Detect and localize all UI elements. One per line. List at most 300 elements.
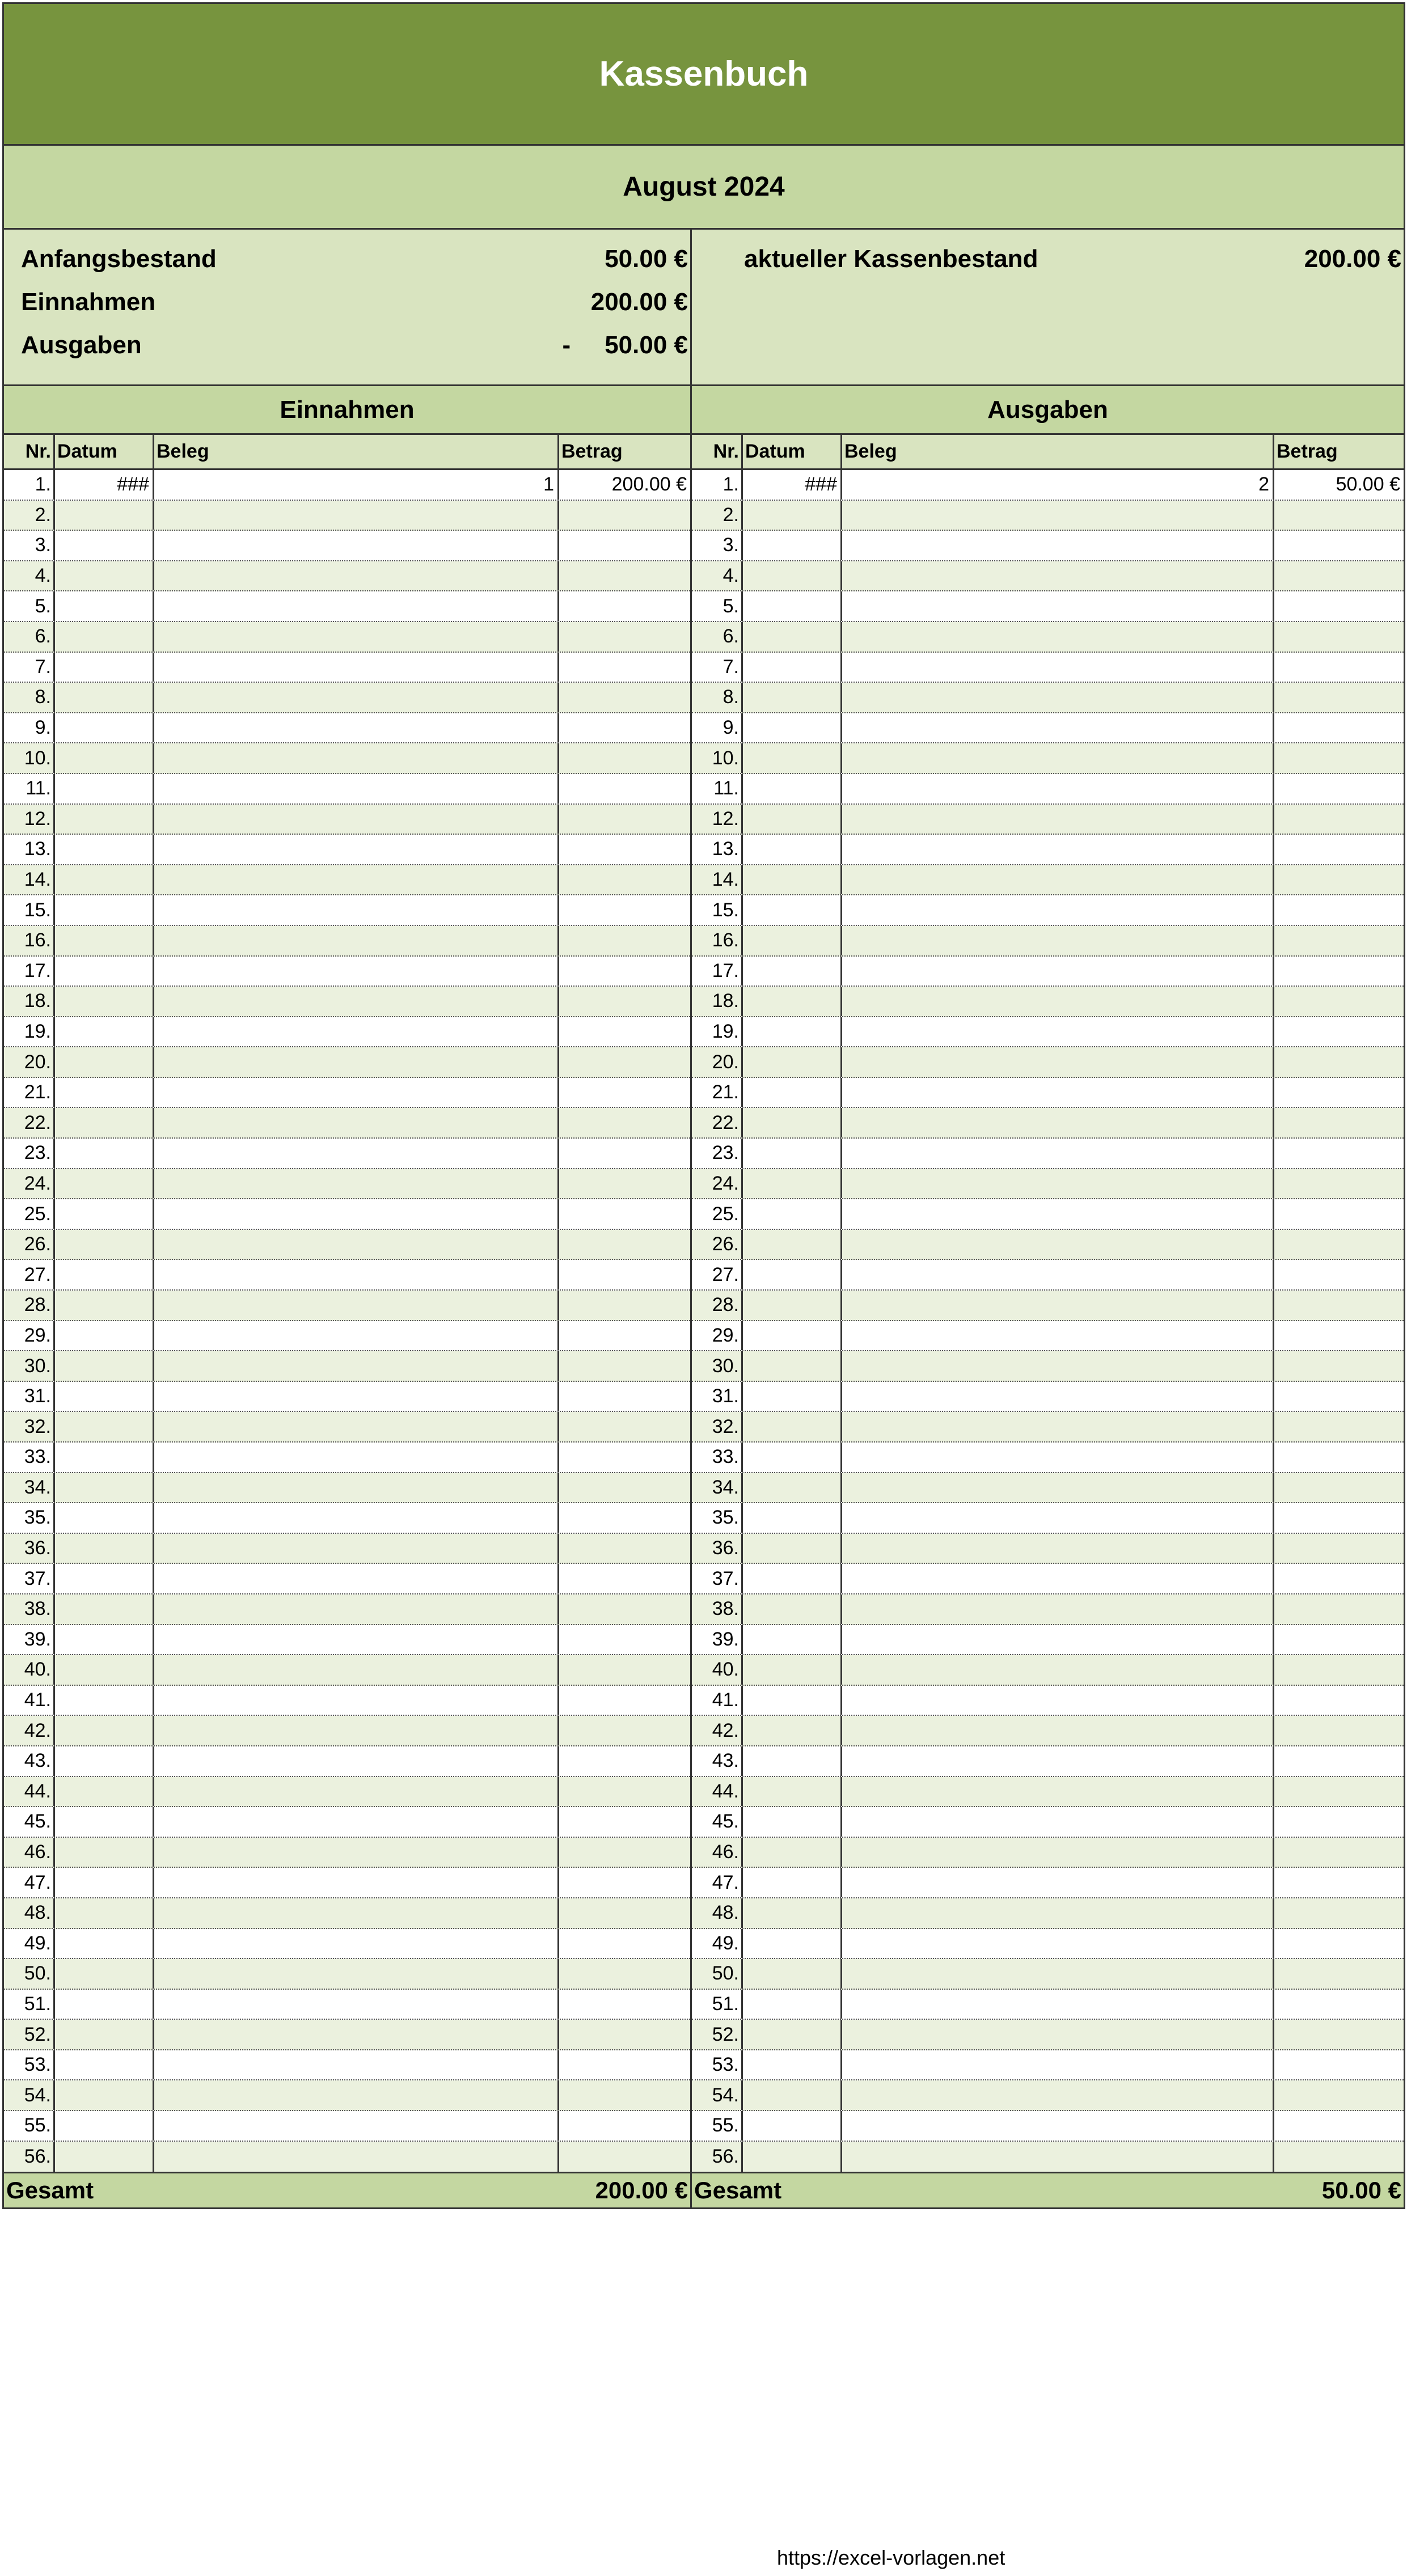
beleg-cell[interactable] [154,835,559,864]
betrag-cell[interactable] [559,1898,690,1928]
betrag-cell[interactable] [1274,926,1404,955]
betrag-cell[interactable] [1274,2050,1404,2080]
datum-cell[interactable] [743,1351,842,1381]
datum-cell[interactable] [743,1838,842,1867]
beleg-cell[interactable] [154,1260,559,1289]
datum-cell[interactable] [743,1990,842,2019]
datum-cell[interactable] [55,865,154,895]
datum-cell[interactable] [743,835,842,864]
datum-cell[interactable] [743,895,842,925]
betrag-cell[interactable] [559,1777,690,1807]
datum-cell[interactable] [743,987,842,1016]
betrag-cell[interactable] [559,683,690,712]
betrag-cell[interactable] [1274,743,1404,773]
beleg-cell[interactable] [154,1807,559,1837]
beleg-cell[interactable] [154,987,559,1016]
betrag-cell[interactable] [559,561,690,591]
betrag-cell[interactable] [559,2142,690,2172]
datum-cell[interactable] [55,2020,154,2049]
beleg-cell[interactable] [842,1777,1274,1807]
datum-cell[interactable] [743,622,842,652]
datum-cell[interactable] [743,1321,842,1351]
beleg-cell[interactable] [842,591,1274,621]
beleg-cell[interactable] [154,2050,559,2080]
datum-cell[interactable] [55,2080,154,2110]
datum-cell[interactable] [743,805,842,834]
beleg-cell[interactable] [154,1534,559,1563]
betrag-cell[interactable] [1274,1929,1404,1959]
datum-cell[interactable] [55,1230,154,1259]
datum-cell[interactable] [743,683,842,712]
datum-cell[interactable] [743,1108,842,1137]
betrag-cell[interactable] [559,2080,690,2110]
beleg-cell[interactable] [154,622,559,652]
betrag-cell[interactable] [559,1625,690,1655]
beleg-cell[interactable] [842,743,1274,773]
datum-cell[interactable] [743,1260,842,1289]
datum-cell[interactable] [55,1898,154,1928]
betrag-cell[interactable] [559,957,690,986]
datum-cell[interactable] [743,957,842,986]
datum-cell[interactable] [55,774,154,803]
datum-cell[interactable] [743,2142,842,2172]
beleg-cell[interactable] [154,805,559,834]
datum-cell[interactable]: ### [743,470,842,500]
betrag-cell[interactable] [1274,835,1404,864]
beleg-cell[interactable] [154,1230,559,1259]
datum-cell[interactable] [743,1746,842,1776]
beleg-cell[interactable] [154,531,559,560]
beleg-cell[interactable] [154,926,559,955]
datum-cell[interactable] [743,1594,842,1624]
betrag-cell[interactable] [1274,2142,1404,2172]
datum-cell[interactable] [743,1503,842,1533]
beleg-cell[interactable] [154,1990,559,2019]
betrag-cell[interactable] [1274,1838,1404,1867]
datum-cell[interactable] [55,683,154,712]
beleg-cell[interactable] [842,1716,1274,1745]
datum-cell[interactable] [55,1199,154,1229]
beleg-cell[interactable] [842,1169,1274,1199]
datum-cell[interactable] [743,561,842,591]
beleg-cell[interactable] [154,1382,559,1411]
datum-cell[interactable] [743,1868,842,1897]
betrag-cell[interactable] [1274,531,1404,560]
betrag-cell[interactable] [559,1108,690,1137]
beleg-cell[interactable] [154,1898,559,1928]
betrag-cell[interactable] [1274,622,1404,652]
betrag-cell[interactable] [559,835,690,864]
datum-cell[interactable] [55,713,154,743]
beleg-cell[interactable] [154,1291,559,1320]
datum-cell[interactable] [743,1534,842,1563]
beleg-cell[interactable] [154,1139,559,1168]
beleg-cell[interactable] [842,1108,1274,1137]
beleg-cell[interactable] [842,1929,1274,1959]
beleg-cell[interactable] [842,1230,1274,1259]
datum-cell[interactable] [743,1291,842,1320]
beleg-cell[interactable] [154,1655,559,1685]
beleg-cell[interactable] [154,2020,559,2049]
datum-cell[interactable] [743,1686,842,1715]
datum-cell[interactable] [55,1534,154,1563]
datum-cell[interactable] [55,1473,154,1503]
datum-cell[interactable] [55,1412,154,1441]
datum-cell[interactable] [743,1017,842,1047]
betrag-cell[interactable] [559,1807,690,1837]
datum-cell[interactable] [743,1777,842,1807]
beleg-cell[interactable]: 2 [842,470,1274,500]
beleg-cell[interactable] [842,501,1274,530]
betrag-cell[interactable] [1274,1503,1404,1533]
betrag-cell[interactable] [1274,774,1404,803]
betrag-cell[interactable] [1274,1199,1404,1229]
datum-cell[interactable] [743,2111,842,2141]
datum-cell[interactable] [743,591,842,621]
datum-cell[interactable] [55,2142,154,2172]
betrag-cell[interactable] [1274,1291,1404,1320]
betrag-cell[interactable] [1274,713,1404,743]
betrag-cell[interactable] [559,591,690,621]
datum-cell[interactable] [743,2020,842,2049]
betrag-cell[interactable] [1274,957,1404,986]
datum-cell[interactable] [55,1959,154,1989]
beleg-cell[interactable] [842,774,1274,803]
beleg-cell[interactable] [842,683,1274,712]
datum-cell[interactable] [55,1807,154,1837]
datum-cell[interactable] [55,1139,154,1168]
beleg-cell[interactable] [154,774,559,803]
datum-cell[interactable] [55,1503,154,1533]
betrag-cell[interactable] [1274,1260,1404,1289]
datum-cell[interactable] [743,926,842,955]
beleg-cell[interactable] [842,1503,1274,1533]
datum-cell[interactable] [743,1929,842,1959]
beleg-cell[interactable] [154,2080,559,2110]
datum-cell[interactable] [743,531,842,560]
datum-cell[interactable] [743,865,842,895]
beleg-cell[interactable] [842,957,1274,986]
beleg-cell[interactable] [842,561,1274,591]
betrag-cell[interactable] [559,1594,690,1624]
datum-cell[interactable] [55,1291,154,1320]
datum-cell[interactable] [55,1078,154,1107]
betrag-cell[interactable] [559,1017,690,1047]
datum-cell[interactable] [55,2111,154,2141]
datum-cell[interactable] [55,1777,154,1807]
betrag-cell[interactable] [1274,1078,1404,1107]
betrag-cell[interactable] [559,1990,690,2019]
beleg-cell[interactable] [842,622,1274,652]
betrag-cell[interactable] [1274,1047,1404,1077]
beleg-cell[interactable] [154,561,559,591]
betrag-cell[interactable] [559,1078,690,1107]
betrag-cell[interactable] [559,895,690,925]
datum-cell[interactable] [55,743,154,773]
datum-cell[interactable] [55,501,154,530]
betrag-cell[interactable] [559,987,690,1016]
datum-cell[interactable] [743,1047,842,1077]
beleg-cell[interactable] [842,1655,1274,1685]
datum-cell[interactable] [55,1108,154,1137]
beleg-cell[interactable] [154,743,559,773]
beleg-cell[interactable] [154,1746,559,1776]
betrag-cell[interactable] [1274,1534,1404,1563]
betrag-cell[interactable] [1274,1473,1404,1503]
betrag-cell[interactable] [559,2050,690,2080]
beleg-cell[interactable] [842,926,1274,955]
beleg-cell[interactable] [842,1291,1274,1320]
footer-url[interactable]: https://excel-vorlagen.net [777,2546,1005,2569]
datum-cell[interactable] [55,1686,154,1715]
beleg-cell[interactable] [154,1351,559,1381]
beleg-cell[interactable] [154,1321,559,1351]
betrag-cell[interactable] [559,865,690,895]
betrag-cell[interactable] [559,743,690,773]
datum-cell[interactable] [55,926,154,955]
beleg-cell[interactable] [154,1868,559,1897]
betrag-cell[interactable] [1274,591,1404,621]
betrag-cell[interactable] [559,1838,690,1867]
datum-cell[interactable] [743,1625,842,1655]
datum-cell[interactable] [743,2050,842,2080]
datum-cell[interactable] [55,1716,154,1745]
datum-cell[interactable] [55,1169,154,1199]
beleg-cell[interactable] [842,1473,1274,1503]
beleg-cell[interactable] [154,1503,559,1533]
datum-cell[interactable] [55,653,154,682]
betrag-cell[interactable] [1274,1868,1404,1897]
datum-cell[interactable] [55,1047,154,1077]
beleg-cell[interactable] [154,2111,559,2141]
beleg-cell[interactable] [842,1564,1274,1593]
beleg-cell[interactable] [154,713,559,743]
betrag-cell[interactable] [1274,1625,1404,1655]
betrag-cell[interactable] [559,926,690,955]
datum-cell[interactable] [55,895,154,925]
beleg-cell[interactable] [842,1382,1274,1411]
betrag-cell[interactable] [559,2111,690,2141]
betrag-cell[interactable] [559,774,690,803]
betrag-cell[interactable] [1274,1594,1404,1624]
beleg-cell[interactable] [842,1412,1274,1441]
betrag-cell[interactable] [559,1351,690,1381]
betrag-cell[interactable] [1274,1017,1404,1047]
betrag-cell[interactable] [1274,1139,1404,1168]
betrag-cell[interactable] [559,1169,690,1199]
beleg-cell[interactable] [154,1047,559,1077]
betrag-cell[interactable] [1274,1230,1404,1259]
beleg-cell[interactable] [154,1443,559,1472]
datum-cell[interactable] [743,1078,842,1107]
beleg-cell[interactable] [842,1625,1274,1655]
betrag-cell[interactable] [559,1564,690,1593]
beleg-cell[interactable] [154,1564,559,1593]
betrag-cell[interactable] [559,531,690,560]
datum-cell[interactable] [55,1746,154,1776]
beleg-cell[interactable] [154,1625,559,1655]
datum-cell[interactable] [55,531,154,560]
beleg-cell[interactable] [154,1686,559,1715]
betrag-cell[interactable] [559,805,690,834]
beleg-cell[interactable] [842,1686,1274,1715]
betrag-cell[interactable] [1274,1807,1404,1837]
datum-cell[interactable] [743,1199,842,1229]
datum-cell[interactable] [55,1929,154,1959]
betrag-cell[interactable] [1274,1382,1404,1411]
betrag-cell[interactable] [1274,2111,1404,2141]
betrag-cell[interactable] [559,1230,690,1259]
beleg-cell[interactable] [842,1838,1274,1867]
betrag-cell[interactable] [1274,561,1404,591]
beleg-cell[interactable] [154,1078,559,1107]
beleg-cell[interactable] [842,865,1274,895]
betrag-cell[interactable] [1274,1990,1404,2019]
datum-cell[interactable] [743,1898,842,1928]
beleg-cell[interactable] [842,1534,1274,1563]
betrag-cell[interactable] [1274,805,1404,834]
betrag-cell[interactable] [1274,683,1404,712]
beleg-cell[interactable] [154,1959,559,1989]
datum-cell[interactable] [55,1382,154,1411]
betrag-cell[interactable] [559,1686,690,1715]
betrag-cell[interactable] [559,1321,690,1351]
datum-cell[interactable] [55,1443,154,1472]
betrag-cell[interactable] [559,713,690,743]
betrag-cell[interactable] [559,1959,690,1989]
beleg-cell[interactable] [154,1777,559,1807]
datum-cell[interactable] [743,713,842,743]
datum-cell[interactable] [55,1990,154,2019]
betrag-cell[interactable] [559,1382,690,1411]
beleg-cell[interactable] [842,2080,1274,2110]
betrag-cell[interactable] [559,1199,690,1229]
beleg-cell[interactable] [842,895,1274,925]
betrag-cell[interactable] [559,1655,690,1685]
betrag-cell[interactable] [1274,1898,1404,1928]
betrag-cell[interactable] [559,1412,690,1441]
beleg-cell[interactable] [842,1047,1274,1077]
datum-cell[interactable] [55,561,154,591]
beleg-cell[interactable] [842,531,1274,560]
betrag-cell[interactable] [1274,1716,1404,1745]
datum-cell[interactable] [55,1655,154,1685]
betrag-cell[interactable] [1274,895,1404,925]
beleg-cell[interactable] [842,2050,1274,2080]
datum-cell[interactable] [55,835,154,864]
beleg-cell[interactable] [154,1199,559,1229]
datum-cell[interactable] [55,1564,154,1593]
datum-cell[interactable] [55,1351,154,1381]
beleg-cell[interactable] [154,957,559,986]
betrag-cell[interactable] [1274,1686,1404,1715]
datum-cell[interactable] [743,1169,842,1199]
beleg-cell[interactable] [842,653,1274,682]
betrag-cell[interactable] [1274,1321,1404,1351]
beleg-cell[interactable] [154,1017,559,1047]
beleg-cell[interactable] [154,1716,559,1745]
datum-cell[interactable] [743,1959,842,1989]
datum-cell[interactable] [743,1716,842,1745]
betrag-cell[interactable] [559,1443,690,1472]
beleg-cell[interactable] [842,1078,1274,1107]
beleg-cell[interactable] [842,1139,1274,1168]
datum-cell[interactable] [743,1564,842,1593]
datum-cell[interactable] [55,2050,154,2080]
betrag-cell[interactable] [1274,2020,1404,2049]
datum-cell[interactable]: ### [55,470,154,500]
datum-cell[interactable] [743,501,842,530]
datum-cell[interactable] [55,1017,154,1047]
datum-cell[interactable] [55,957,154,986]
betrag-cell[interactable] [559,1929,690,1959]
datum-cell[interactable] [743,774,842,803]
beleg-cell[interactable] [154,653,559,682]
datum-cell[interactable] [55,1838,154,1867]
beleg-cell[interactable] [842,2020,1274,2049]
beleg-cell[interactable] [842,1260,1274,1289]
datum-cell[interactable] [55,987,154,1016]
beleg-cell[interactable] [842,1746,1274,1776]
datum-cell[interactable] [743,1382,842,1411]
beleg-cell[interactable] [154,1412,559,1441]
datum-cell[interactable] [743,1443,842,1472]
datum-cell[interactable] [743,1807,842,1837]
datum-cell[interactable] [743,1139,842,1168]
datum-cell[interactable] [55,1625,154,1655]
beleg-cell[interactable] [842,1594,1274,1624]
datum-cell[interactable] [55,805,154,834]
beleg-cell[interactable] [154,865,559,895]
beleg-cell[interactable] [842,1199,1274,1229]
beleg-cell[interactable] [154,683,559,712]
betrag-cell[interactable] [1274,1777,1404,1807]
betrag-cell[interactable] [1274,1746,1404,1776]
datum-cell[interactable] [743,1230,842,1259]
datum-cell[interactable] [55,1260,154,1289]
betrag-cell[interactable] [559,501,690,530]
beleg-cell[interactable]: 1 [154,470,559,500]
betrag-cell[interactable] [559,1868,690,1897]
betrag-cell[interactable] [1274,1443,1404,1472]
beleg-cell[interactable] [842,1351,1274,1381]
betrag-cell[interactable] [559,1260,690,1289]
datum-cell[interactable] [743,2080,842,2110]
betrag-cell[interactable] [559,653,690,682]
beleg-cell[interactable] [842,713,1274,743]
betrag-cell[interactable] [1274,501,1404,530]
betrag-cell[interactable] [559,1746,690,1776]
anfangsbestand-value[interactable]: 50.00 € [605,245,688,273]
beleg-cell[interactable] [154,1838,559,1867]
betrag-cell[interactable] [559,1716,690,1745]
beleg-cell[interactable] [842,1959,1274,1989]
datum-cell[interactable] [743,1412,842,1441]
beleg-cell[interactable] [842,805,1274,834]
datum-cell[interactable] [55,1868,154,1897]
datum-cell[interactable] [743,1473,842,1503]
betrag-cell[interactable] [559,1503,690,1533]
datum-cell[interactable] [743,1655,842,1685]
betrag-cell[interactable] [559,1291,690,1320]
beleg-cell[interactable] [842,1807,1274,1837]
datum-cell[interactable] [55,1321,154,1351]
beleg-cell[interactable] [842,2142,1274,2172]
beleg-cell[interactable] [842,1321,1274,1351]
beleg-cell[interactable] [842,1898,1274,1928]
betrag-cell[interactable] [1274,1412,1404,1441]
beleg-cell[interactable] [154,1929,559,1959]
